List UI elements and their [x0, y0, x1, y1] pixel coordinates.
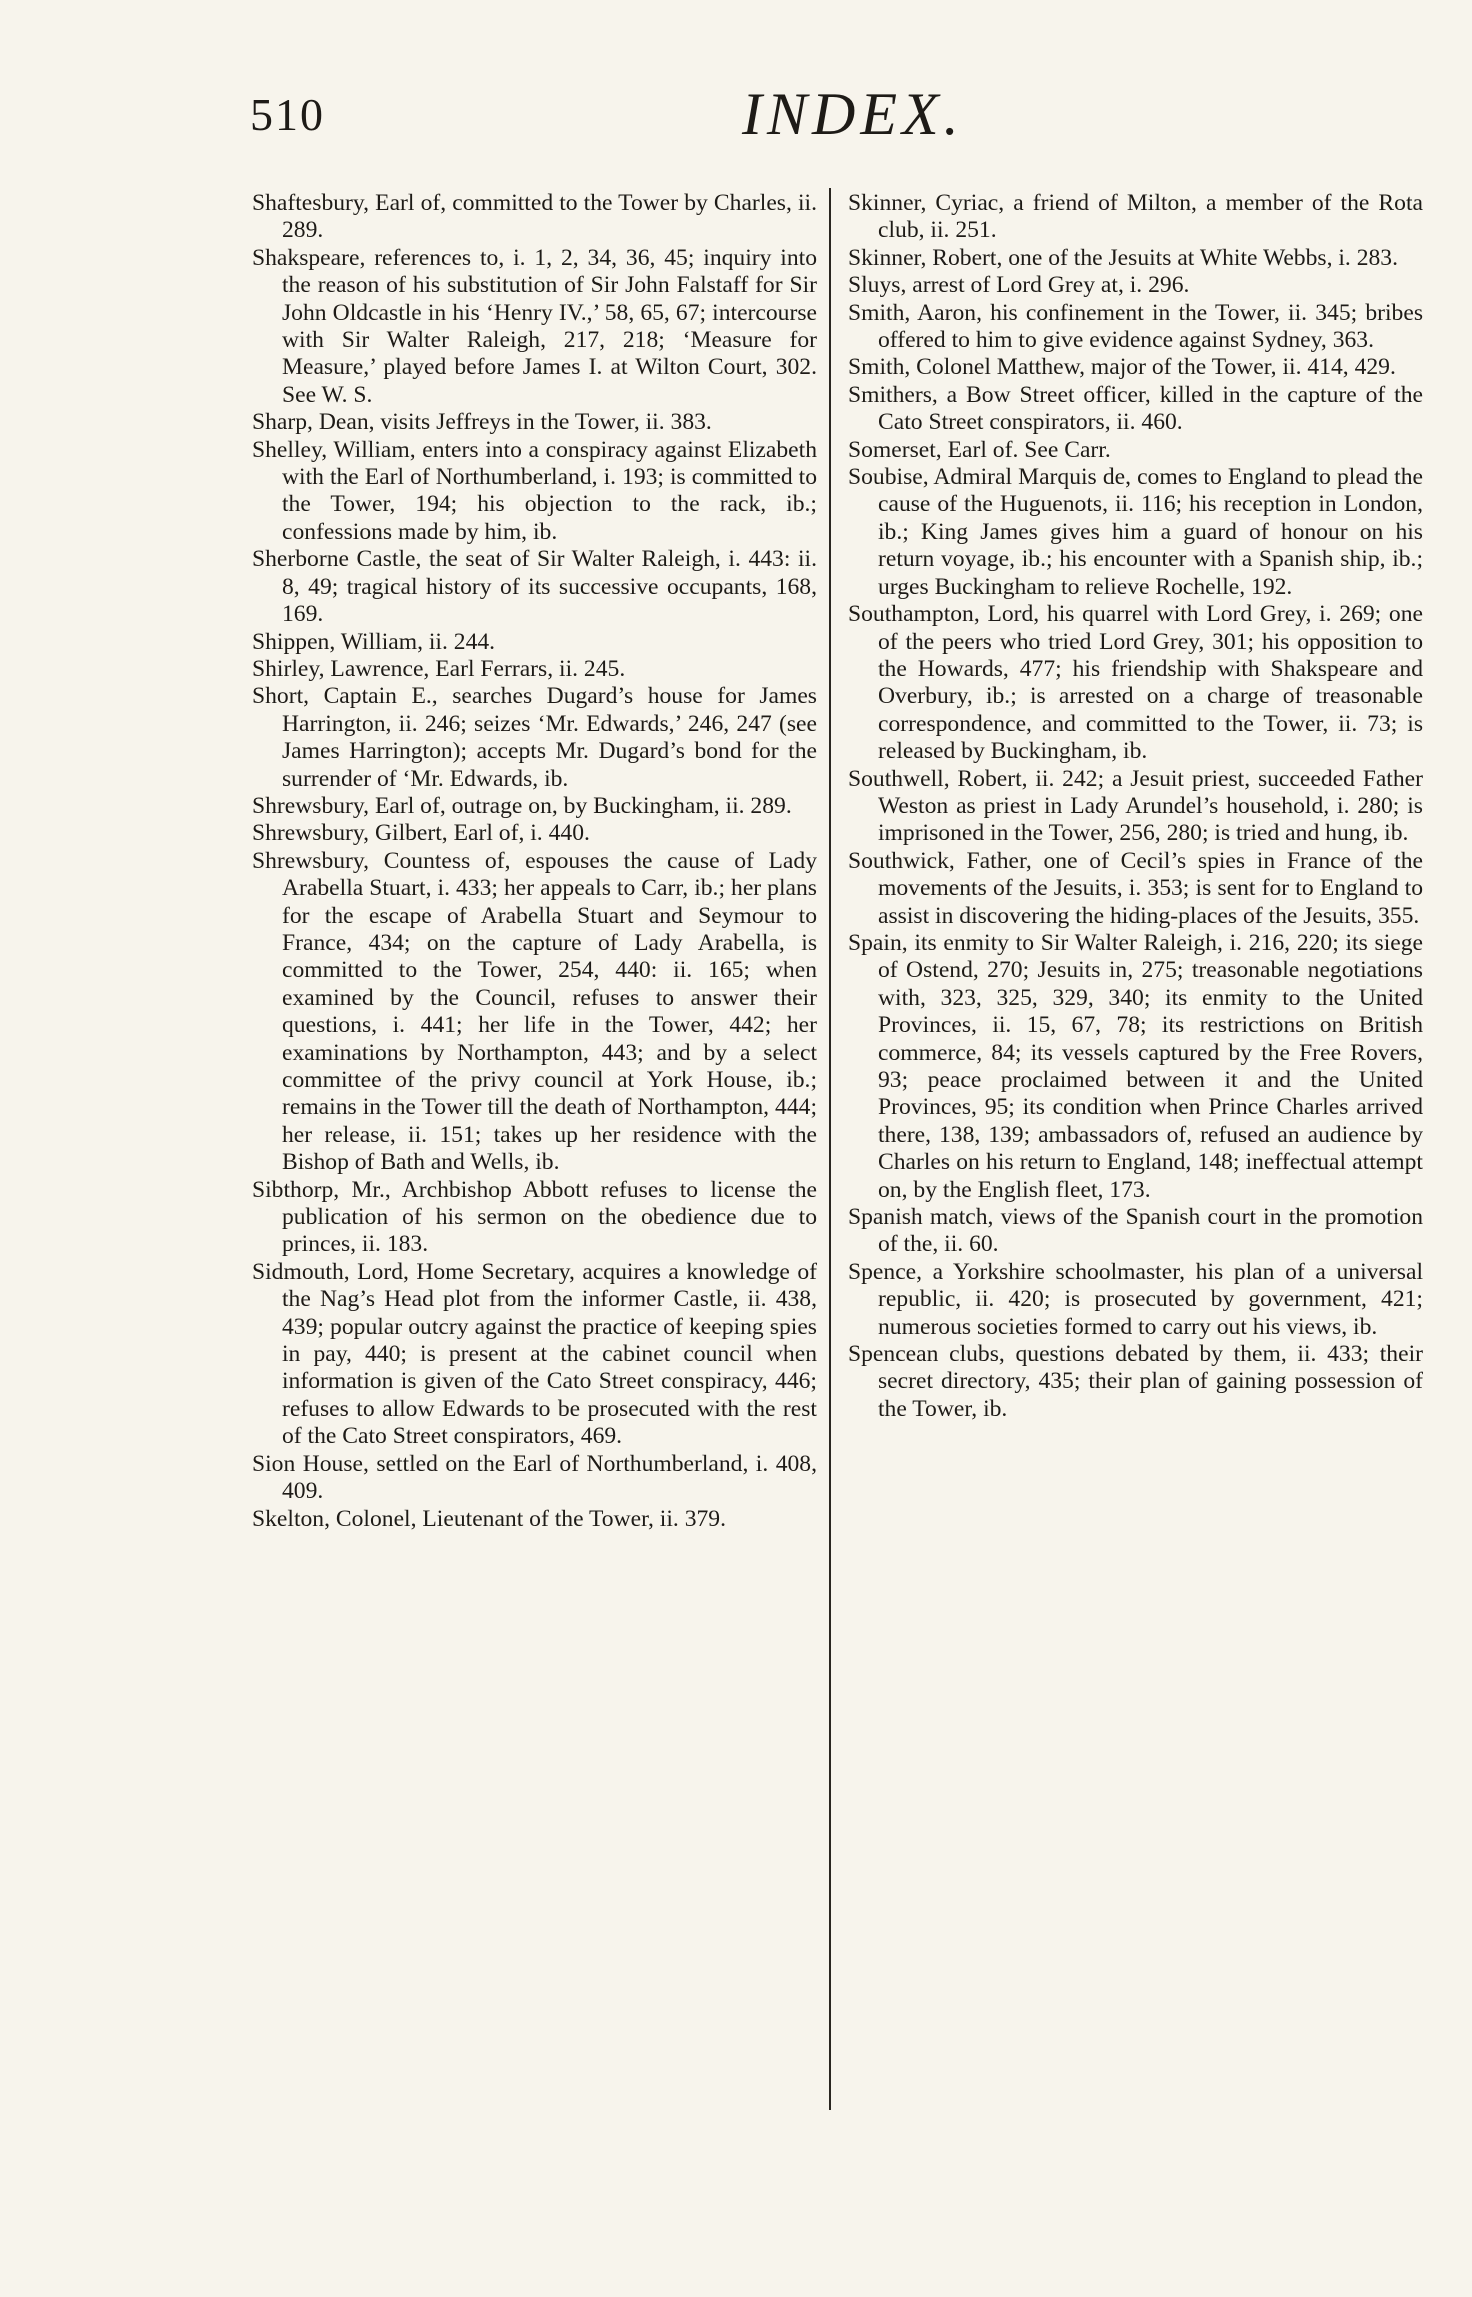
- index-entry: Skinner, Robert, one of the Jesuits at White Webbs, i. 283.: [848, 244, 1399, 271]
- index-entry: Skinner, Cyriac, a friend of Milton, a member of the Rota club, ii. 251.: [848, 190, 1423, 244]
- index-entry: Southwick, Father, one of Cecil’s spies in France of the movements of the Jesuits, i. 353; is sent for to England to assist in discovering the hiding-places of the Jesuits, 355.: [848, 847, 1423, 929]
- index-entry: Southwell, Robert, ii. 242; a Jesuit priest, succeeded Father Weston as priest in Lady Arundel’s household, i. 280; is imprisoned in the Tower, 256, 280; is tried and hung, ib.: [848, 765, 1423, 847]
- index-entry: Sidmouth, Lord, Home Secretary, acquires a knowledge of the Nag’s Head plot from the informer Castle, ii. 438, 439; popular outcry against the practice of keeping spies in pay, 440; is present at the cabinet council when information is given of the Cato Street conspiracy, 446; refuses to allow Edwards to be prosecuted with the rest of the Cato Street conspirators, 469.: [252, 1258, 817, 1450]
- index-column-right: [848, 190, 1423, 1423]
- index-entry: Sion House, settled on the Earl of Northumberland, i. 408, 409.: [252, 1450, 817, 1505]
- index-entry: Shakspeare, references to, i. 1, 2, 34, 36, 45; inquiry into the reason of his substitution of Sir John Falstaff for Sir John Oldcastle in his ‘Henry IV.,’ 58, 65, 67; intercourse with Sir Walter Raleigh, 217, 218; ‘Measure for Measure,’ played before James I. at Wilton Court, 302. See W. S.: [252, 244, 817, 408]
- index-column-left: [252, 190, 817, 1533]
- index-entry: Sherborne Castle, the seat of Sir Walter Raleigh, i. 443: ii. 8, 49; tragical history of its successive occupants, 168, 169.: [252, 546, 817, 628]
- index-entry: Shrewsbury, Countess of, espouses the cause of Lady Arabella Stuart, i. 433; her appeals to Carr, ib.; her plans for the escape of Arabella Stuart and Seymour to France, 434; on the capture of Lady Arabella, is committed to the Tower, 254, 440: ii. 165; when examined by the Council, refuses to answer their questions, i. 441; her life in the Tower, 442; her examinations by Northampton, 443; and by a select committee of the privy council at York House, ib.; remains in the Tower till the death of Northampton, 444; her release, ii. 151; takes up her residence with the Bishop of Bath and Wells, ib.: [252, 847, 817, 1176]
- index-entry: Shirley, Lawrence, Earl Ferrars, ii. 245.: [252, 655, 626, 682]
- index-entry: Sluys, arrest of Lord Grey at, i. 296.: [848, 272, 1190, 299]
- column-divider: [829, 188, 831, 2110]
- index-entry: Shrewsbury, Gilbert, Earl of, i. 440.: [252, 820, 590, 847]
- index-entry: Spanish match, views of the Spanish court in the promotion of the, ii. 60.: [848, 1204, 1423, 1258]
- index-entry: Skelton, Colonel, Lieutenant of the Tower, ii. 379.: [252, 1505, 727, 1532]
- index-entry: Sharp, Dean, visits Jeffreys in the Tower, ii. 383.: [252, 409, 712, 436]
- page-number: 510: [250, 89, 325, 140]
- index-entry: Shrewsbury, Earl of, outrage on, by Buckingham, ii. 289.: [252, 792, 792, 819]
- index-entry: Shippen, William, ii. 244.: [252, 628, 496, 655]
- index-entry: Sibthorp, Mr., Archbishop Abbott refuses to license the publication of his sermon on the obedience due to princes, ii. 183.: [252, 1176, 817, 1258]
- index-entry: Smithers, a Bow Street officer, killed in the capture of the Cato Street conspirators, ii. 460.: [848, 381, 1423, 436]
- index-entry: Spain, its enmity to Sir Walter Raleigh, i. 216, 220; its siege of Ostend, 270; Jesuits in, 275; treasonable negotiations with, 323, 325, 329, 340; its enmity to the United Provinces, ii. 15, 67, 78; its restrictions on British commerce, 84; its vessels captured by the Free Rovers, 93; peace proclaimed between it and the United Provinces, 95; its condition when Prince Charles arrived there, 138, 139; ambassadors of, refused an audience by Charles on his return to England, 148; ineffectual attempt on, by the English fleet, 173.: [848, 929, 1423, 1203]
- index-entry: Spence, a Yorkshire schoolmaster, his plan of a universal republic, ii. 420; is prosecuted by government, 421; numerous societies formed to carry out his views, ib.: [848, 1258, 1423, 1340]
- page-header: [0, 81, 1472, 178]
- index-entry: Soubise, Admiral Marquis de, comes to England to plead the cause of the Huguenots, ii. 116; his reception in London, ib.; King James gives him a guard of honour on his return voyage, ib.; his encounter with a Spanish ship, ib.; urges Buckingham to relieve Rochelle, 192.: [848, 464, 1423, 600]
- index-entry: Spencean clubs, questions debated by them, ii. 433; their secret directory, 435; their plan of gaining possession of the Tower, ib.: [848, 1341, 1423, 1422]
- index-entry: Smith, Aaron, his confinement in the Tower, ii. 345; bribes offered to him to give evidence against Sydney, 363.: [848, 299, 1423, 354]
- running-title: INDEX.: [742, 81, 964, 147]
- index-entry: Southampton, Lord, his quarrel with Lord Grey, i. 269; one of the peers who tried Lord Grey, 301; his opposition to the Howards, 477; his friendship with Shakspeare and Overbury, ib.; is arrested on a charge of treasonable correspondence, and committed to the Tower, ii. 73; is released by Buckingham, ib.: [848, 601, 1423, 765]
- index-entry: Shelley, William, enters into a conspiracy against Elizabeth with the Earl of Northumberland, i. 193; is committed to the Tower, 194; his objection to the rack, ib.; confessions made by him, ib.: [252, 436, 817, 545]
- index-entry: Smith, Colonel Matthew, major of the Tower, ii. 414, 429.: [848, 354, 1396, 381]
- index-entry: Short, Captain E., searches Dugard’s house for James Harrington, ii. 246; seizes ‘Mr. Edwards,’ 246, 247 (see James Harrington); accepts Mr. Dugard’s bond for the surrender of ‘Mr. Edwards, ib.: [252, 683, 817, 792]
- index-entry: Shaftesbury, Earl of, committed to the Tower by Charles, ii. 289.: [252, 190, 817, 244]
- index-entry: Somerset, Earl of. See Carr.: [848, 436, 1111, 463]
